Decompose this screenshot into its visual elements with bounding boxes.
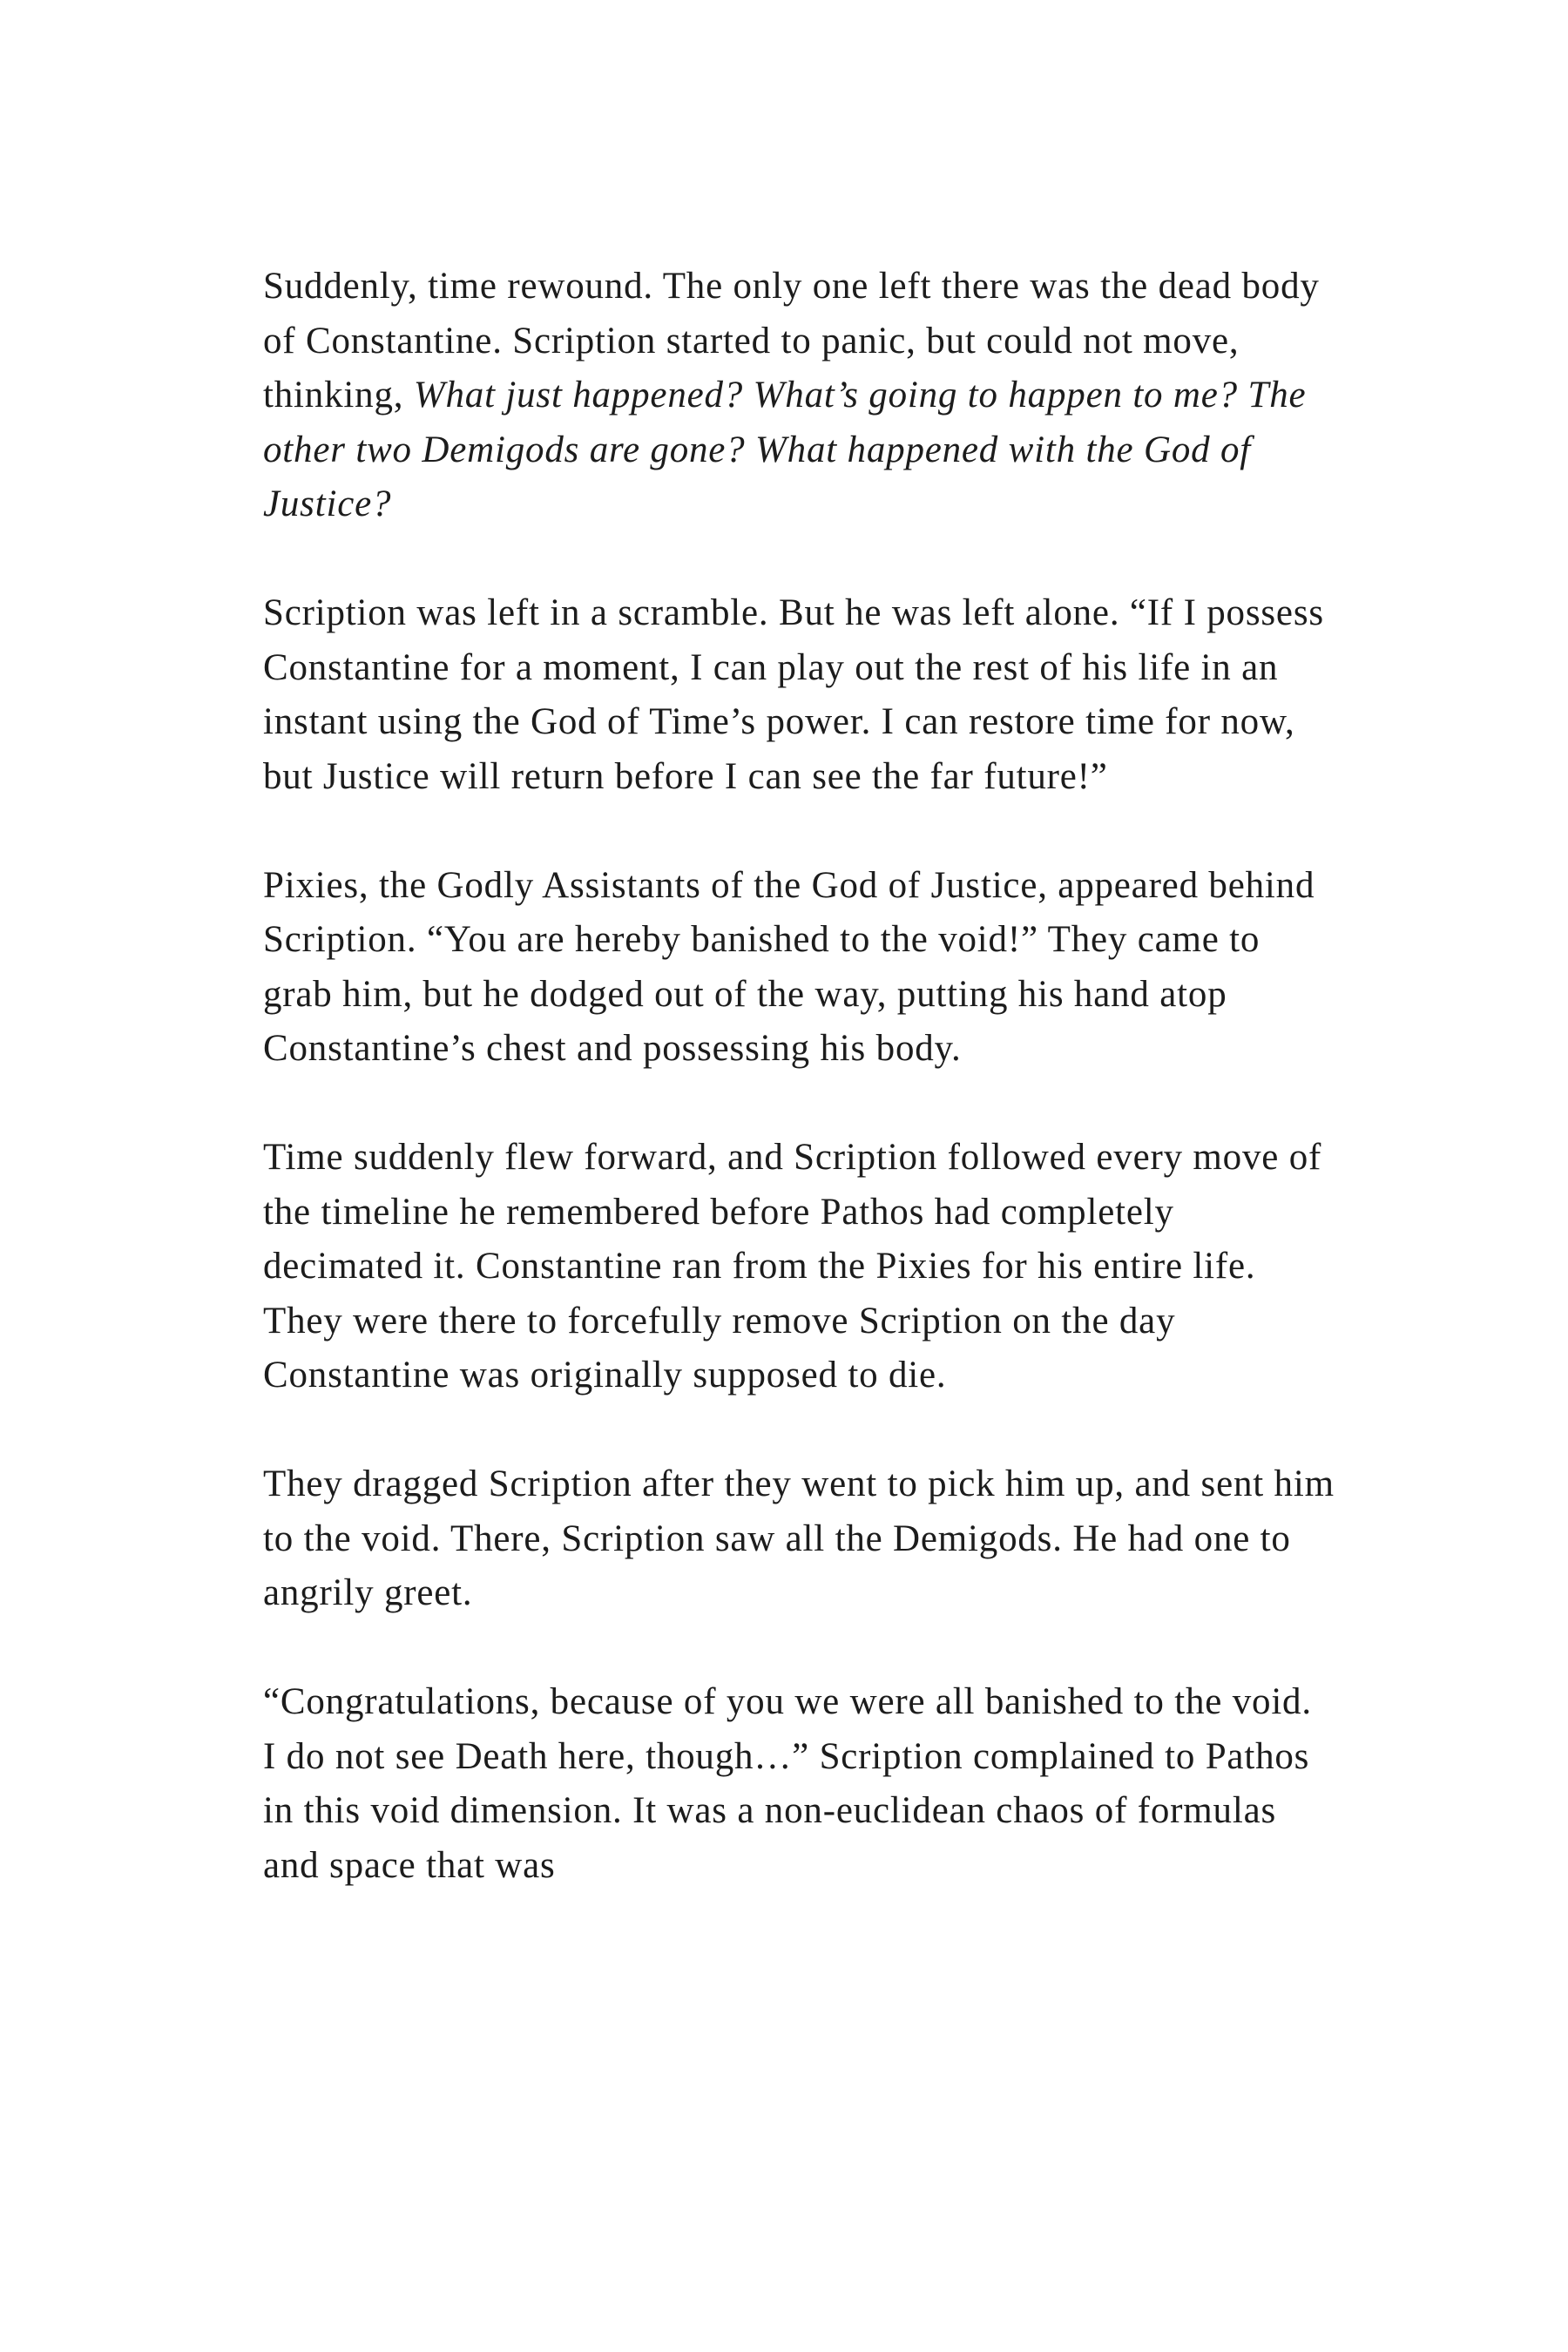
paragraph-3: Pixies, the Godly Assistants of the God of Justice, appeared behind Scription. “You are hereby banished to the void!” They came to grab him, but he dodged out of the way, putting his hand atop Constantine’s chest and possessing his body. [263,864,1315,1069]
body-text [263,260,1335,1893]
paragraph-2: Scription was left in a scramble. But he was left alone. “If I possess Constantine for a moment, I can play out the rest of his life in an instant using the God of Time’s power. I can restore time for now, but Justice will return before I can see the far future!” [263,592,1324,797]
paragraph-1 [263,260,1335,532]
paragraph-4: Time suddenly flew forward, and Scription followed every move of the timeline he remembered before Pathos had completely decimated it. Constantine ran from the Pixies for his entire life. They were there to forcefully remove Scription on the day Constantine was originally supposed to die. [263,1137,1322,1396]
paragraph-6: “Congratulations, because of you we were all banished to the void. I do not see Death here, though…” Scription complained to Pathos in this void dimension. It was a non-euclidean chaos of formulas and space that was [263,1681,1312,1886]
paragraph-1-text: Suddenly, time rewound. The only one left there was the dead body of Constantine. Scription started to panic, but could not move, thinking, [263,266,1320,416]
paragraph-1-italic-thought: What just happened? What’s going to happen to me? The other two Demigods are gone? What happened with the God of Justice? [263,375,1307,524]
paragraph-5: They dragged Scription after they went to pick him up, and sent him to the void. There, Scription saw all the Demigods. He had one to angrily greet. [263,1463,1335,1613]
